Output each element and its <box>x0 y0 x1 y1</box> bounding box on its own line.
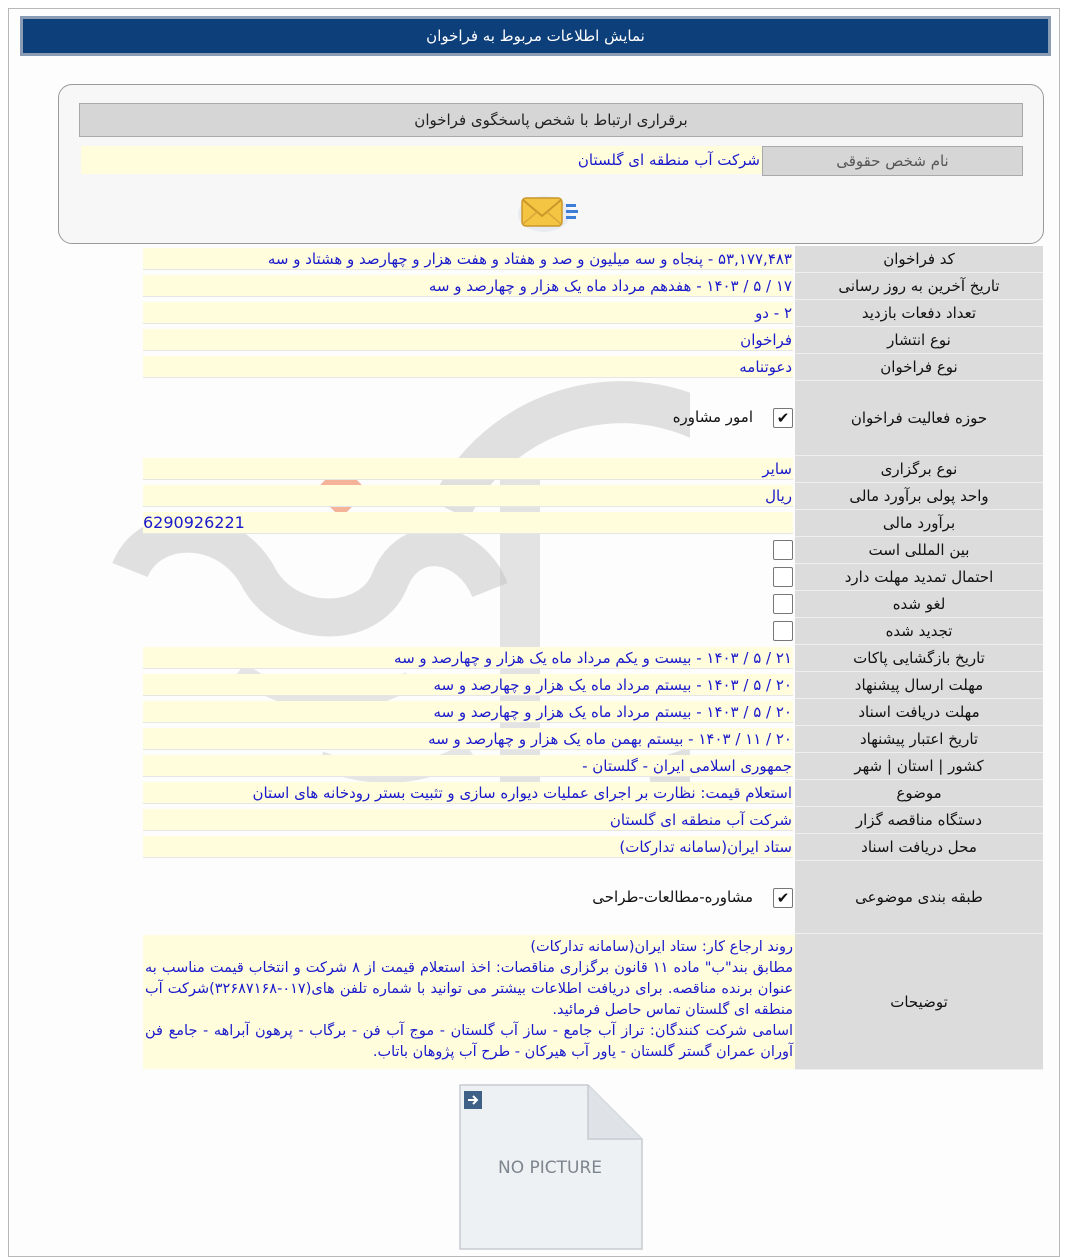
field-label: کد فراخوان <box>795 246 1043 273</box>
field-label: تاریخ اعتبار پیشنهاد <box>795 726 1043 753</box>
field-row <box>143 510 1043 537</box>
field-value: شرکت آب منطقه ای گلستان <box>143 809 793 831</box>
field-label: برآورد مالی <box>795 510 1043 537</box>
description-text <box>143 935 795 1069</box>
checkbox-label: مشاوره-مطالعات-طراحی <box>592 888 753 906</box>
field-label: بین المللی است <box>795 537 1043 564</box>
field-value: ۱۷ / ۵ / ۱۴۰۳ - هفدهم مرداد ماه یک هزار و چهارصد و سه <box>143 275 793 297</box>
field-value: ۵۳,۱۷۷,۴۸۳ - پنجاه و سه میلیون و صد و هفتاد و هفت هزار و چهارصد و هشتاد و سه <box>143 248 793 270</box>
field-label: حوزه فعالیت فراخوان <box>795 381 1043 456</box>
field-row <box>143 753 1043 780</box>
field-value: دعوتنامه <box>143 356 793 378</box>
field-row <box>143 381 1043 456</box>
field-value: جمهوری اسلامی ایران - گلستان - <box>143 755 793 777</box>
field-label: طبقه بندی موضوعی <box>795 861 1043 934</box>
field-row <box>143 354 1043 381</box>
legal-entity-label: نام شخص حقوقی <box>762 146 1023 176</box>
field-row <box>143 861 1043 934</box>
international-checkbox[interactable] <box>773 540 793 560</box>
field-row <box>143 780 1043 807</box>
field-label: تعداد دفعات بازدید <box>795 300 1043 327</box>
description-line: اسامی شرکت کنندگان: تراز آب جامع - ساز آب گلستان - موج آب فن - برگاب - پرهون آبراهه - جامع فن آوران عمران گستر گلستان - یاور آب هیرکان - طرح آب پژوهان باتاب. <box>145 1023 793 1060</box>
renewed-checkbox[interactable] <box>773 621 793 641</box>
field-value: ریال <box>143 485 793 507</box>
activity-checkbox[interactable]: ✔ <box>773 408 793 428</box>
page-title: نمایش اطلاعات مربوط به فراخوان <box>20 16 1051 56</box>
field-value: ۲۰ / ۵ / ۱۴۰۳ - بیستم مرداد ماه یک هزار و چهارصد و سه <box>143 674 793 696</box>
field-value: ۲ - دو <box>143 302 793 324</box>
field-label: مهلت دریافت اسناد <box>795 699 1043 726</box>
cancelled-checkbox[interactable] <box>773 594 793 614</box>
field-row <box>143 300 1043 327</box>
field-value: ستاد ایران(سامانه تدارکات) <box>143 836 793 858</box>
field-row <box>143 327 1043 354</box>
field-row <box>143 246 1043 273</box>
field-label: تاریخ بازگشایی پاکات <box>795 645 1043 672</box>
field-value: ۲۰ / ۱۱ / ۱۴۰۳ - بیستم بهمن ماه یک هزار و چهارصد و سه <box>143 728 793 750</box>
field-row <box>143 618 1043 645</box>
no-picture-label: NO PICTURE <box>497 1158 603 1178</box>
field-row <box>143 726 1043 753</box>
field-value: سایر <box>143 458 793 480</box>
field-row <box>143 834 1043 861</box>
field-value: استعلام قیمت: نظارت بر اجرای عملیات دیواره سازی و تثبیت بستر رودخانه های استان <box>143 782 793 804</box>
field-row <box>143 672 1043 699</box>
field-row <box>143 699 1043 726</box>
field-label: تجدید شده <box>795 618 1043 645</box>
field-label: لغو شده <box>795 591 1043 618</box>
legal-entity-value: شرکت آب منطقه ای گلستان <box>81 146 762 174</box>
contact-panel <box>58 84 1044 244</box>
field-row <box>143 564 1043 591</box>
estimate-value: 6290926221 <box>143 512 793 534</box>
field-value: ۲۰ / ۵ / ۱۴۰۳ - بیستم مرداد ماه یک هزار و چهارصد و سه <box>143 701 793 723</box>
category-checkbox[interactable]: ✔ <box>773 888 793 908</box>
description-line: روند ارجاع کار: ستاد ایران(سامانه تدارکات) <box>530 939 793 955</box>
contact-heading: برقراری ارتباط با شخص پاسخگوی فراخوان <box>79 103 1023 137</box>
field-label: کشور | استان | شهر <box>795 753 1043 780</box>
field-label: موضوع <box>795 780 1043 807</box>
field-row <box>143 537 1043 564</box>
field-label: واحد پولی برآورد مالی <box>795 483 1043 510</box>
field-row <box>143 591 1043 618</box>
field-row <box>143 645 1043 672</box>
field-label: احتمال تمدید مهلت دارد <box>795 564 1043 591</box>
field-label: تاریخ آخرین به روز رسانی <box>795 273 1043 300</box>
field-value: فراخوان <box>143 329 793 351</box>
field-row <box>143 807 1043 834</box>
description-line: مطابق بند"ب" ماده ۱۱ قانون برگزاری مناقصات: اخذ استعلام قیمت از ۸ شرکت و انتخاب قیمت مناسب به عنوان برنده مناقصه. برای دریافت اطلاعات بیشتر می توانید با شماره تلفن های(۰۱۷-۳۲۶۸۷۱۶۸)شرکت آب منطقه ای گلستان تماس حاصل فرمائید. <box>145 960 793 1018</box>
field-label: محل دریافت اسناد <box>795 834 1043 861</box>
field-label: دستگاه مناقصه گزار <box>795 807 1043 834</box>
field-label: نوع فراخوان <box>795 354 1043 381</box>
field-row <box>143 456 1043 483</box>
field-label: توضیحات <box>795 934 1043 1070</box>
extension-checkbox[interactable] <box>773 567 793 587</box>
no-picture-placeholder[interactable] <box>458 1083 644 1251</box>
field-value: ۲۱ / ۵ / ۱۴۰۳ - بیست و یکم مرداد ماه یک هزار و چهارصد و سه <box>143 647 793 669</box>
field-row <box>143 273 1043 300</box>
field-label: نوع انتشار <box>795 327 1043 354</box>
field-label: نوع برگزاری <box>795 456 1043 483</box>
envelope-icon[interactable] <box>518 190 582 234</box>
field-label: مهلت ارسال پیشنهاد <box>795 672 1043 699</box>
field-row <box>143 483 1043 510</box>
checkbox-label: امور مشاوره <box>672 408 753 426</box>
